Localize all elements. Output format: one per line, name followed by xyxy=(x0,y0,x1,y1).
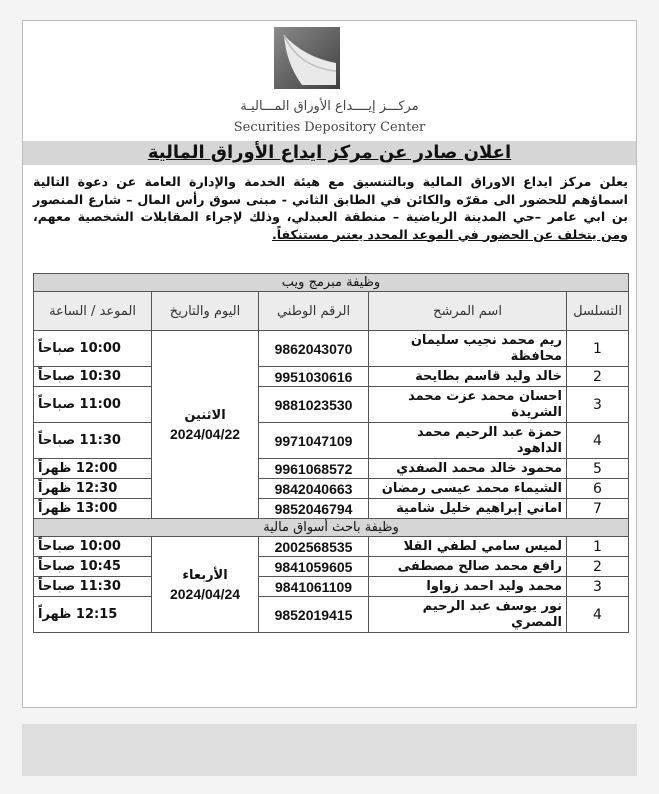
day-date-cell xyxy=(152,331,259,519)
national-id-cell: 9971047109 xyxy=(259,423,369,459)
serial-cell: 3 xyxy=(567,577,629,597)
sdc-logo-icon xyxy=(274,27,340,89)
announcement-title-text: اعلان صادر عن مركز ايداع الأوراق المالية xyxy=(147,142,512,163)
serial-cell: 4 xyxy=(567,423,629,459)
day-name: الأربعاء xyxy=(182,567,228,583)
serial-cell: 4 xyxy=(567,597,629,633)
candidate-name-cell: احسان محمد عزت محمد الشريدة xyxy=(369,387,567,423)
column-header-national-id: الرقم الوطني xyxy=(259,292,369,331)
time-cell: 12:00 ظهراً xyxy=(34,459,152,479)
national-id-cell: 9852019415 xyxy=(259,597,369,633)
time-cell: 11:30 صباحاً xyxy=(34,423,152,459)
candidate-name-cell: الشيماء محمد عيسى رمضان xyxy=(369,479,567,499)
national-id-cell: 9841059605 xyxy=(259,557,369,577)
table-row xyxy=(34,537,629,557)
bottom-gray-band xyxy=(22,724,637,776)
table-row xyxy=(34,557,629,577)
column-header-row xyxy=(34,292,629,331)
section-title: وظيفة مبرمج ويب xyxy=(34,274,629,292)
interview-schedule-table xyxy=(33,273,629,633)
national-id-cell: 9852046794 xyxy=(259,499,369,519)
section-header-row xyxy=(34,519,629,537)
candidate-name-cell: نور يوسف عبد الرحيم المصري xyxy=(369,597,567,633)
national-id-cell: 9881023530 xyxy=(259,387,369,423)
time-cell: 10:30 صباحاً xyxy=(34,367,152,387)
serial-cell: 3 xyxy=(567,387,629,423)
table-row xyxy=(34,479,629,499)
serial-cell: 1 xyxy=(567,331,629,367)
candidate-name-cell: رافع محمد صالح مصطفى xyxy=(369,557,567,577)
table-row xyxy=(34,597,629,633)
time-cell: 13:00 ظهراً xyxy=(34,499,152,519)
national-id-cell: 2002568535 xyxy=(259,537,369,557)
serial-cell: 2 xyxy=(567,367,629,387)
time-cell: 10:00 صباحاً xyxy=(34,331,152,367)
intro-warning: ومن يتخلف عن الحضور في الموعد المحدد يعتبر مستنكفاً. xyxy=(271,226,628,242)
intro-text: يعلن مركز ايداع الاوراق المالية وبالتنسيق مع هيئة الخدمة والإدارة العامة عن دعوة التالية اسماؤهم للحضور الى مقرّه والكائن في الطابق الثاني - مبنى سوق رأس المال – شارع المنصور بن ابي عامر –حي المدينة الرياضية – منطقة العبدلي، وذلك لإجراء المقابلات الشخصية معهم، xyxy=(33,174,628,224)
interview-date: 2024/04/22 xyxy=(169,425,241,442)
national-id-cell: 9961068572 xyxy=(259,459,369,479)
column-header-serial: التسلسل xyxy=(567,292,629,331)
table-row xyxy=(34,459,629,479)
announcement-card xyxy=(22,20,637,708)
table-row xyxy=(34,367,629,387)
section-header-row xyxy=(34,274,629,292)
time-cell: 11:00 صباحاً xyxy=(34,387,152,423)
candidate-name-cell: محمود خالد محمد الصفدي xyxy=(369,459,567,479)
time-cell: 10:00 صباحاً xyxy=(34,537,152,557)
candidate-name-cell: حمزة عبد الرحيم محمد الداهود xyxy=(369,423,567,459)
org-name-arabic: مركـــز إيــــداع الأوراق المـــاليـة xyxy=(240,99,419,114)
section-title: وظيفة باحث أسواق مالية xyxy=(34,519,629,537)
serial-cell: 2 xyxy=(567,557,629,577)
interview-date: 2024/04/24 xyxy=(169,585,241,602)
candidate-name-cell: ريم محمد نجيب سليمان محافظة xyxy=(369,331,567,367)
national-id-cell: 9862043070 xyxy=(259,331,369,367)
announcement-title xyxy=(23,141,636,165)
candidate-name-cell: لميس سامي لطفي القلا xyxy=(369,537,567,557)
time-cell: 10:45 صباحاً xyxy=(34,557,152,577)
intro-paragraph xyxy=(33,173,628,243)
serial-cell: 1 xyxy=(567,537,629,557)
candidate-name-cell: محمد وليد احمد زواوا xyxy=(369,577,567,597)
column-header-name: اسم المرشح xyxy=(369,292,567,331)
serial-cell: 7 xyxy=(567,499,629,519)
national-id-cell: 9951030616 xyxy=(259,367,369,387)
time-cell: 11:30 صباحاً xyxy=(34,577,152,597)
column-header-day-date: اليوم والتاريخ xyxy=(152,292,259,331)
time-cell: 12:30 ظهراً xyxy=(34,479,152,499)
table-row xyxy=(34,499,629,519)
national-id-cell: 9842040663 xyxy=(259,479,369,499)
org-name-english: Securities Depository Center xyxy=(233,120,426,135)
candidate-name-cell: اماني إبراهيم خليل شامية xyxy=(369,499,567,519)
time-cell: 12:15 ظهراً xyxy=(34,597,152,633)
serial-cell: 5 xyxy=(567,459,629,479)
day-date-cell xyxy=(152,537,259,633)
column-header-time: الموعد / الساعة xyxy=(34,292,152,331)
table-row xyxy=(34,331,629,367)
day-name: الاثنين xyxy=(184,407,226,423)
table-row xyxy=(34,577,629,597)
table-row xyxy=(34,423,629,459)
serial-cell: 6 xyxy=(567,479,629,499)
candidate-name-cell: خالد وليد قاسم بطايحة xyxy=(369,367,567,387)
table-row xyxy=(34,387,629,423)
national-id-cell: 9841061109 xyxy=(259,577,369,597)
